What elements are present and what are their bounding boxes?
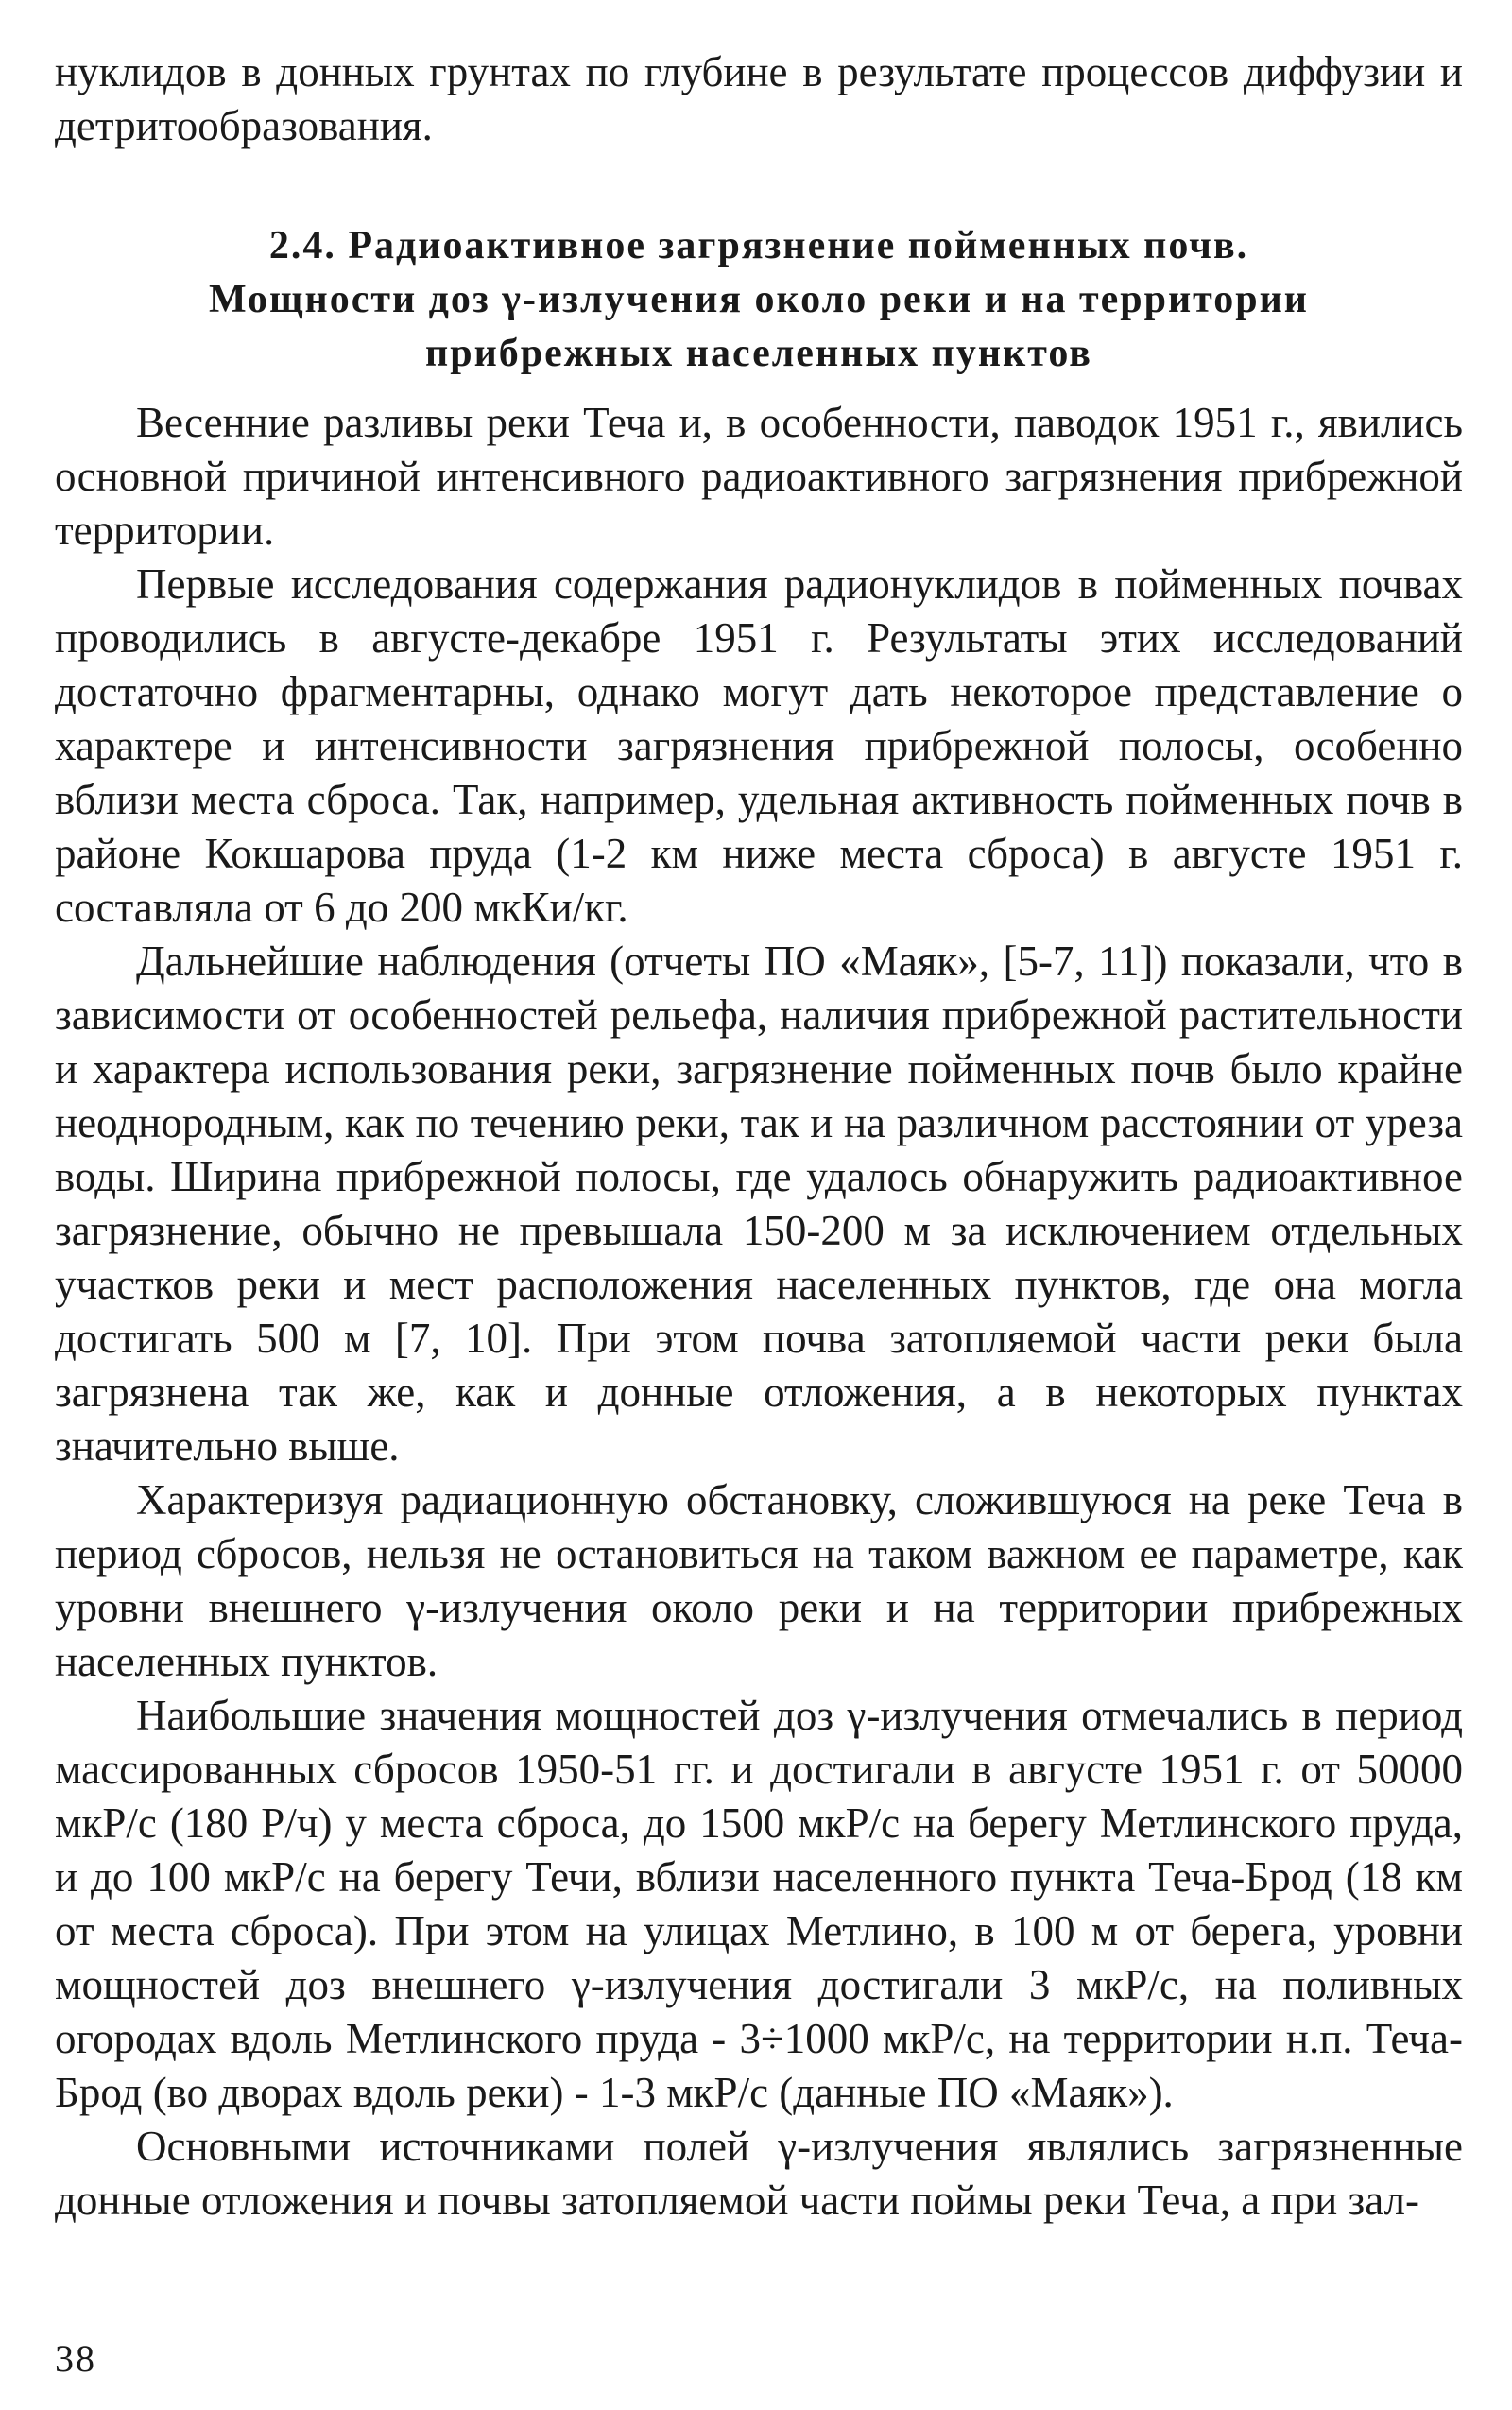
paragraph-further-observations: Дальнейшие наблюдения (отчеты ПО «Маяк», [5-7, 11]) показали, что в зависимости от особенностей рельефа, наличия прибрежной растительности и характера использования реки, загрязнение пойменных почв было крайне неоднородным, как по течению реки, так и на различном расстоянии от уреза воды. Ширина прибрежной полосы, где удалось обнаружить радиоактивное загрязнение, обычно не превышала 150-200 м за исключением отдельных участков реки и мест расположения населенных пунктов, где она могла достигать 500 м [7, 10]. При этом почва затопляемой части реки была загрязнена так же, как и донные отложения, а в некоторых пунктах значительно выше. <box>55 938 1463 1470</box>
section-heading-line-2: Мощности доз γ-излучения около реки и на территории <box>208 278 1310 321</box>
section-heading <box>55 219 1463 381</box>
paragraph-radiation-situation: Характеризуя радиационную обстановку, сложившуюся на реке Теча в период сбросов, нельзя не остановиться на таком важном ее параметре, как уровни внешнего γ-излучения около реки и на территории прибрежных населенных пунктов. <box>55 1476 1463 1685</box>
paragraph-dose-rates: Наибольшие значения мощностей доз γ-излучения отмечались в период массированных сбросов 1950-51 гг. и достигали в августе 1951 г. от 50000 мкР/с (180 Р/ч) у места сброса, до 1500 мкР/с на берегу Метлинского пруда, и до 100 мкР/с на берегу Течи, вблизи населенного пункта Теча-Брод (18 км от места сброса). При этом на улицах Метлино, в 100 м от берега, уровни мощностей доз внешнего γ-излучения достигали 3 мкР/с, на поливных огородах вдоль Метлинского пруда - 3÷1000 мкР/с, на территории н.п. Теча-Брод (во дворах вдоль реки) - 1-3 мкР/с (данные ПО «Маяк»). <box>55 1692 1463 2116</box>
section-heading-line-1: 2.4. Радиоактивное загрязнение пойменных почв. <box>268 224 1249 267</box>
page-number: 38 <box>55 2337 96 2380</box>
paragraph-first-studies: Первые исследования содержания радионуклидов в пойменных почвах проводились в августе-декабре 1951 г. Результаты этих исследований достаточно фрагментарны, однако могут дать некоторое представление о характере и интенсивности загрязнения прибрежной полосы, особенно вблизи места сброса. Так, например, удельная активность пойменных почв в районе Кокшарова пруда (1-2 км ниже места сброса) в августе 1951 г. составляла от 6 до 200 мкКи/кг. <box>55 560 1463 931</box>
intro-paragraph: нуклидов в донных грунтах по глубине в результате процессов диффузии и детритообразования. <box>55 48 1463 149</box>
section-heading-line-3: прибрежных населенных пунктов <box>425 332 1092 375</box>
paragraph-sources: Основными источниками полей γ-излучения являлись загрязненные донные отложения и почвы затопляемой части поймы реки Теча, а при зал- <box>55 2123 1463 2224</box>
paragraph-floods: Весенние разливы реки Теча и, в особенности, паводок 1951 г., явились основной причиной интенсивного радиоактивного загрязнения прибрежной территории. <box>55 399 1463 554</box>
page-body <box>55 45 1463 2228</box>
